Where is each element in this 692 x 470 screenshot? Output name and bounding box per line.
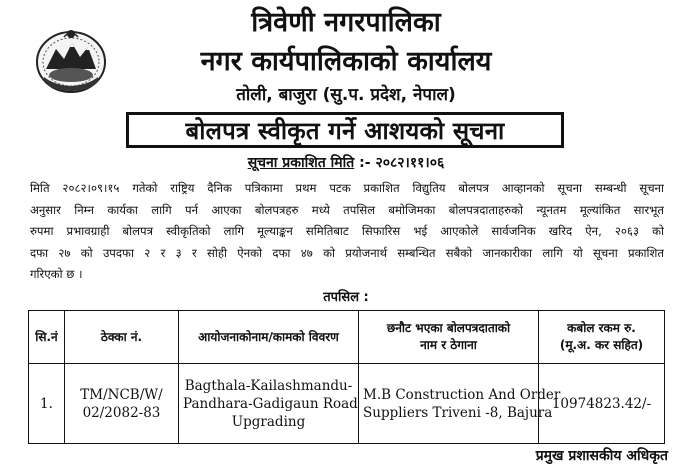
cell-line: TM/NCB/W/ [80, 386, 163, 403]
col-header-bidder [359, 311, 539, 364]
cell-line: 02/2082-83 [82, 404, 161, 421]
col-header-amount-line: (मू.अ. कर सहित) [559, 338, 644, 352]
notice-title-banner [126, 112, 564, 148]
office-name-line1: त्रिवेणी नगरपालिका [251, 7, 441, 38]
notice-title: बोलपत्र स्वीकृत गर्ने आशयको सूचना [185, 116, 505, 145]
table-heading: तपसिल : [323, 290, 369, 305]
cell-line: Suppliers Triveni -8, Bajura [363, 404, 553, 421]
notice-body [30, 178, 664, 286]
col-header-bidder-line: छनौट भएका बोलपत्रदाताको [386, 321, 511, 335]
table-header-row [29, 311, 665, 364]
cell-line: Pandhara-Gadigaun Road [183, 395, 358, 412]
publication-date [0, 154, 692, 172]
cell-contract-no [65, 364, 179, 444]
body-line: मिति २०८२।०९।१५ गतेको राष्ट्रिय दैनिक पत्रिकामा प्रथम पटक प्रकाशित विद्युतिय बोलपत्र आव्हानको सूचना सम्बन्धी सूचना [30, 181, 664, 195]
publication-date-value: २०८२।११।०६ [375, 155, 445, 171]
col-header-sn: सि.नं [29, 311, 65, 364]
publication-date-label: सूचना प्रकाशित मिति [247, 155, 355, 171]
cell-line: Upgrading [231, 413, 306, 430]
body-line: अनुसार निम्न कार्यका लागि पर्न आएका बोलपत्रहरु मध्ये तपसिल बमोजिमका बोलपत्रदाताहरुको न्यूनतम मूल्यांकित सारभूत [30, 202, 664, 217]
bid-table [28, 310, 665, 444]
cell-line: M.B Construction And Order [363, 386, 561, 403]
cell-sn: 1. [29, 364, 65, 444]
col-header-project: आयोजनाकोनाम/कामको विवरण [179, 311, 359, 364]
body-line: रुपमा प्रभावग्राही बोलपत्र स्वीकृतिको लागि मूल्याङ्कन समितिबाट सिफारिस भई आएकोले सार्वजनिक खरिद ऐन, २०६३ को [30, 224, 664, 238]
signatory-title: प्रमुख प्रशासकीय अधिकृत [535, 448, 668, 464]
body-line: गरिएको छ । [30, 267, 83, 281]
publication-date-separator: :- [359, 155, 371, 171]
cell-project [179, 364, 359, 444]
col-header-contract-no: ठेक्का नं. [65, 311, 179, 364]
col-header-amount [539, 311, 665, 364]
col-header-bidder-line: नाम र ठेगाना [420, 338, 477, 352]
body-line: दफा २७ को उपदफा २ र ३ र सोही ऐनको दफा ४७ को प्रयोजनार्थ सम्बन्धित सबैको जानकारीका लागि यो सूचना प्रकाशित [30, 245, 664, 260]
cell-bidder [359, 364, 561, 444]
table-row [29, 364, 665, 444]
office-name-line2: नगर कार्यपालिकाको कार्यालय [200, 46, 492, 77]
col-header-amount-line: कबोल रकम रु. [567, 321, 636, 335]
cell-line: Bagthala-Kailashmandu- [184, 377, 353, 394]
cell-amount: 10974823.42/- [539, 364, 665, 444]
office-address: तोली, बाजुरा (सु.प. प्रदेश, नेपाल) [236, 85, 456, 105]
